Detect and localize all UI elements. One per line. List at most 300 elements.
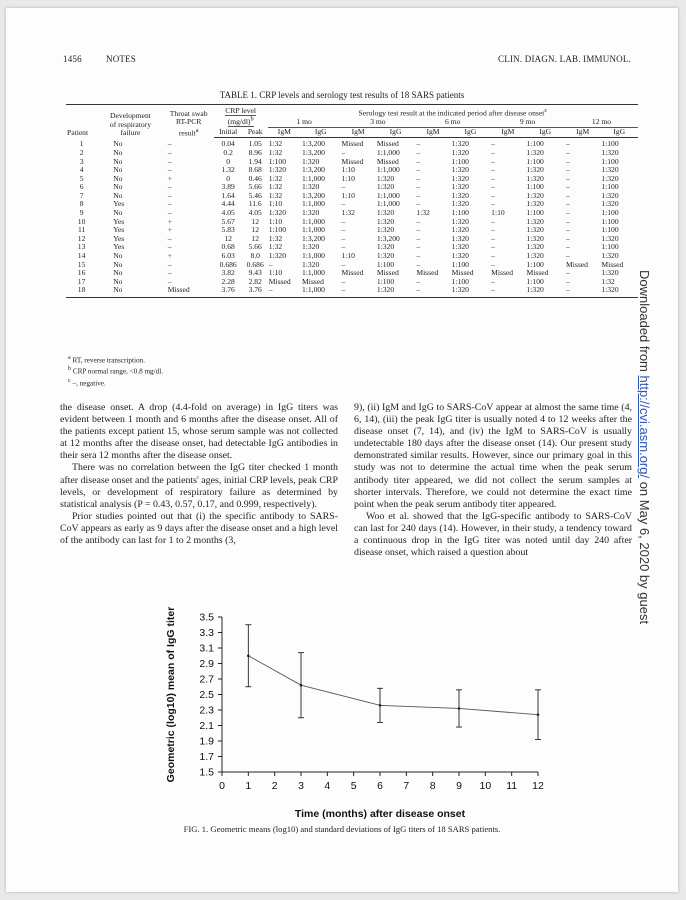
- table-cell: 1:320: [451, 148, 469, 157]
- table-cell: 1:320: [376, 209, 395, 218]
- table-cell: 1:10: [341, 166, 355, 175]
- table-cell: –: [491, 174, 495, 183]
- igm-header: IgM: [268, 127, 301, 138]
- y-tick-label: 2.9: [199, 658, 214, 670]
- table-cell: 1:100: [451, 260, 469, 269]
- table-cell: 15: [77, 260, 86, 269]
- table-cell: 1:320: [451, 191, 469, 200]
- table-cell: 1:100: [526, 209, 544, 218]
- table-cell: 16: [77, 269, 86, 278]
- table-cell: 1:320: [601, 234, 619, 243]
- igg-titer-chart: [136, 602, 556, 828]
- table-cell: –: [566, 139, 570, 149]
- igg-header: IgG: [600, 127, 638, 138]
- table-cell: 3: [79, 157, 84, 166]
- table-cell: 1:1,000: [301, 252, 325, 261]
- table-cell: –: [416, 139, 421, 149]
- table-cell: –: [566, 157, 570, 166]
- table-cell: 1:320: [451, 252, 469, 261]
- table-cell: 0: [226, 157, 231, 166]
- period-header-12mo: 12 mo: [565, 118, 638, 127]
- table-cell: 1.94: [248, 157, 262, 166]
- table-cell: 0.686: [246, 260, 264, 269]
- paragraph: Prior studies pointed out that (i) the specific antibody to SARS-CoV appears as early as 9 days after the disease onset and a high level of the antibody can last for 1 to 2 months (3,: [60, 510, 338, 547]
- table-cell: 12: [251, 234, 260, 243]
- table-row: [66, 200, 638, 209]
- table-cell: –: [566, 226, 570, 235]
- table-cell: 1:320: [451, 243, 469, 252]
- table-cell: –: [565, 286, 600, 297]
- table-cell: 1:3,200: [301, 139, 325, 149]
- table-row: [66, 243, 638, 252]
- table-cell: –: [341, 200, 346, 209]
- table-cell: 1:100: [601, 183, 619, 192]
- table-cell: 1:32: [268, 243, 283, 252]
- y-axis-label: Geometric (log10) mean of IgG titer: [165, 606, 177, 783]
- table-cell: Missed: [164, 286, 214, 297]
- table-cell: 1:320: [376, 286, 416, 297]
- table-cell: –: [167, 243, 172, 252]
- table-cell: 1:3,200: [301, 234, 325, 243]
- table-cell: 1:32: [268, 191, 283, 200]
- paragraph: the disease onset. A drop (4.4-fold on average) in IgG titers was evident between 1 month and 6 months after the disease onset. All of the patients except patient 15, whose serum sample was not collected at 12 months after the disease onset, had detectable IgG antibodies in their sera 12 months after the disease onset.: [60, 402, 338, 462]
- table-cell: –: [341, 234, 346, 243]
- table-cell: –: [167, 234, 172, 243]
- respiratory-failure-header: Development of respiratory failure: [97, 105, 164, 138]
- table-cell: Yes: [113, 226, 125, 235]
- source-link[interactable]: http://cvi.asm.org/: [637, 375, 652, 479]
- table-cell: 3.76: [214, 286, 243, 297]
- table-cell: –: [341, 260, 346, 269]
- table-cell: 17: [77, 277, 86, 286]
- table-cell: +: [167, 226, 173, 235]
- igg-header: IgG: [451, 127, 491, 138]
- table-row: [66, 158, 638, 167]
- y-tick-label: 3.3: [199, 627, 214, 639]
- table-cell: 1:100: [376, 277, 395, 286]
- table-cell: –: [341, 183, 346, 192]
- section-label: NOTES: [106, 54, 136, 64]
- body-right-column: [354, 402, 632, 559]
- table-row: [66, 235, 638, 244]
- figure-caption: FIG. 1. Geometric means (log10) and standard deviations of IgG titers of 18 SARS patients.: [183, 824, 501, 834]
- table-cell: –: [416, 234, 421, 243]
- table-cell: 1:320: [451, 234, 469, 243]
- table-cell: 0.46: [248, 174, 262, 183]
- igm-header: IgM: [490, 127, 525, 138]
- table-cell: 1:320: [526, 166, 544, 175]
- table-cell: –: [566, 243, 570, 252]
- table-cell: 6.03: [221, 252, 235, 261]
- table-cell: No: [113, 252, 123, 261]
- table-cell: –: [566, 277, 570, 286]
- table-cell: –: [416, 200, 421, 209]
- table-cell: 0.68: [221, 243, 235, 252]
- table-cell: 1.64: [221, 191, 235, 200]
- period-header-3mo: 3 mo: [340, 118, 415, 127]
- igg-header: IgG: [301, 127, 341, 138]
- table-cell: Missed: [341, 139, 364, 149]
- table-cell: –: [167, 277, 172, 286]
- table-cell: –: [341, 243, 346, 252]
- table-cell: –: [566, 191, 570, 200]
- table-cell: 4: [79, 166, 84, 175]
- table-cell: Yes: [113, 234, 125, 243]
- data-point: [458, 707, 461, 710]
- table-cell: 1:320: [526, 148, 544, 157]
- table-row: [66, 138, 638, 149]
- table-cell: 1:100: [601, 157, 619, 166]
- table-cell: 1:100: [526, 277, 544, 286]
- x-tick-label: 11: [506, 780, 518, 792]
- page-number: 1456: [63, 54, 82, 64]
- table-cell: Missed: [601, 260, 624, 269]
- table-cell: –: [416, 157, 421, 166]
- x-tick-label: 7: [403, 780, 410, 792]
- table-cell: 1:32: [268, 234, 283, 243]
- table-cell: 1:100: [601, 243, 619, 252]
- table-cell: –: [340, 286, 375, 297]
- table-cell: –: [491, 277, 495, 286]
- table-cell: 1:320: [600, 286, 638, 297]
- table-cell: No: [113, 191, 123, 200]
- table-cell: 1:32: [601, 277, 615, 286]
- table-cell: 1:10: [268, 269, 283, 278]
- y-tick-label: 2.5: [199, 689, 214, 701]
- table-cell: Missed: [341, 157, 364, 166]
- x-tick-label: 3: [298, 780, 304, 792]
- y-tick-label: 1.9: [199, 735, 214, 748]
- table-cell: 1:320: [601, 191, 619, 200]
- table-cell: 1:32: [416, 209, 430, 218]
- table-cell: –: [416, 174, 421, 183]
- table-cell: 1:320: [601, 252, 619, 261]
- table-cell: –: [566, 200, 570, 209]
- table-cell: –: [491, 157, 495, 166]
- y-tick-label: 2.1: [199, 720, 214, 732]
- table-cell: 1:320: [451, 174, 469, 183]
- table-cell: 1:320: [601, 174, 619, 183]
- paragraph: There was no correlation between the IgG titer checked 1 month after disease onset and the patients' ages, initial CRP levels, peak CRP levels, or development of respiratory failure as determined by statistical analysis (P = 0.43, 0.57, 0.17, and 0.999, respectively).: [60, 462, 338, 510]
- table-cell: Missed: [416, 269, 439, 278]
- table-caption: TABLE 1. CRP levels and serology test results of 18 SARS patients: [219, 90, 465, 100]
- table-cell: –: [491, 234, 495, 243]
- table-cell: 12: [77, 234, 86, 243]
- table-cell: 1:320: [526, 243, 544, 252]
- table-cell: +: [167, 252, 173, 261]
- table-cell: –: [491, 183, 495, 192]
- table-cell: 1.32: [221, 166, 235, 175]
- y-tick-label: 3.1: [199, 642, 214, 655]
- x-tick-label: 2: [271, 780, 278, 792]
- table-cell: –: [416, 166, 421, 175]
- table-cell: Missed: [491, 269, 514, 278]
- table-cell: –: [167, 191, 172, 200]
- table-cell: 0.686: [219, 260, 237, 269]
- table-cell: –: [167, 209, 172, 218]
- table-cell: –: [167, 183, 172, 192]
- table-cell: 1.05: [248, 139, 262, 149]
- table-row: [66, 218, 638, 227]
- table-cell: 1:320: [268, 252, 287, 261]
- body-left-column: [60, 402, 338, 547]
- table-cell: 1:100: [268, 157, 287, 166]
- data-point: [300, 684, 303, 687]
- table-cell: 0.04: [221, 139, 235, 149]
- table-cell: 1:100: [451, 209, 469, 218]
- y-tick-label: 1.7: [199, 751, 214, 763]
- igm-header: IgM: [415, 127, 450, 138]
- table-cell: 1:10: [268, 200, 283, 209]
- table-cell: 1:320: [526, 217, 544, 226]
- table-cell: –: [416, 148, 421, 157]
- table-cell: –: [566, 234, 570, 243]
- table-cell: 1:320: [451, 286, 491, 297]
- table-cell: Missed: [376, 139, 399, 149]
- table-cell: 1:32: [268, 148, 283, 157]
- table-row: [66, 226, 638, 235]
- table-cell: 13: [77, 243, 86, 252]
- igg-header: IgG: [526, 127, 566, 138]
- data-point: [379, 704, 382, 707]
- table-cell: 1:320: [376, 174, 395, 183]
- table-cell: 5.67: [221, 217, 235, 226]
- table-cell: –: [566, 183, 570, 192]
- table-cell: 1:1,000: [301, 217, 325, 226]
- table-cell: 1:100: [526, 157, 544, 166]
- table-cell: 1:320: [526, 286, 566, 297]
- x-tick-label: 12: [532, 780, 544, 792]
- table-cell: –: [566, 269, 570, 278]
- table-cell: 1:1,000: [376, 166, 400, 175]
- table-cell: 1:320: [301, 157, 320, 166]
- table-cell: Missed: [301, 277, 324, 286]
- period-header-9mo: 9 mo: [490, 118, 565, 127]
- table-row: [66, 192, 638, 201]
- period-header-1mo: 1 mo: [268, 118, 341, 127]
- x-tick-label: 0: [219, 780, 225, 792]
- table-cell: 1:320: [526, 200, 544, 209]
- table-cell: 1:1,000: [376, 191, 400, 200]
- table-cell: –: [167, 166, 172, 175]
- table-cell: –: [566, 209, 570, 218]
- table-row: [66, 149, 638, 158]
- x-tick-label: 10: [479, 780, 492, 792]
- table-cell: 1:320: [376, 243, 395, 252]
- series-line: [248, 656, 538, 715]
- table-cell: 1:320: [268, 209, 287, 218]
- table-cell: 1:320: [526, 252, 544, 261]
- download-notice: Downloaded from http://cvi.asm.org/ on May 6, 2020 by guest: [637, 270, 652, 625]
- table-cell: Missed: [451, 269, 474, 278]
- table-cell: 1:320: [301, 243, 320, 252]
- crp-peak-header: Peak: [243, 127, 268, 138]
- table-row: [66, 175, 638, 184]
- table-cell: Missed: [566, 260, 588, 269]
- table-cell: 9: [79, 209, 84, 218]
- table-row: [66, 183, 638, 192]
- table-cell: –: [268, 286, 301, 297]
- paragraph: Woo et al. showed that the IgG-specific antibody to SARS-CoV can last for 240 days (14). However, in their study, a tendency toward a continuous drop in the IgG titer was noted until day 240 after disease onset, which raised a question about: [354, 510, 632, 559]
- crp-serology-table: [66, 104, 638, 298]
- x-tick-label: 8: [429, 780, 436, 792]
- table-cell: 1:100: [376, 260, 395, 269]
- table-cell: –: [491, 200, 495, 209]
- x-tick-label: 6: [377, 780, 383, 792]
- table-cell: Missed: [526, 269, 549, 278]
- table-cell: No: [113, 139, 123, 149]
- table-cell: 12: [251, 226, 260, 235]
- table-cell: 1:3,200: [376, 234, 400, 243]
- table-cell: No: [113, 157, 123, 166]
- table-cell: 1:320: [268, 166, 287, 175]
- table-cell: –: [491, 252, 495, 261]
- igg-header: IgG: [376, 127, 416, 138]
- table-cell: –: [416, 217, 421, 226]
- table-cell: Missed: [376, 157, 399, 166]
- table-cell: 4.05: [248, 209, 262, 218]
- table-cell: 1:320: [526, 191, 544, 200]
- table-cell: +: [167, 217, 173, 226]
- table-cell: 1:320: [451, 183, 469, 192]
- table-cell: 1:1,000: [301, 174, 325, 183]
- journal-page: [6, 8, 678, 892]
- table-cell: Missed: [376, 269, 399, 278]
- data-point: [537, 713, 540, 716]
- table-row: [66, 166, 638, 175]
- table-cell: 5.83: [221, 226, 235, 235]
- y-tick-label: 2.7: [199, 673, 214, 686]
- table-cell: 1:10: [341, 252, 355, 261]
- table-cell: 1:1,000: [301, 226, 325, 235]
- table-cell: –: [341, 226, 346, 235]
- y-tick-label: 3.5: [199, 611, 214, 624]
- table-cell: 1:1,000: [376, 200, 400, 209]
- rt-pcr-header: Throat swab RT-PCR result$^a$: [164, 105, 214, 138]
- journal-name: CLIN. DIAGN. LAB. IMMUNOL.: [498, 54, 631, 64]
- footnote: $^b$ CRP normal range, <0.8 mg/dl.: [68, 366, 164, 376]
- table-cell: 1:32: [268, 139, 283, 149]
- patient-header: Patient: [66, 105, 97, 138]
- table-cell: 1:320: [301, 260, 320, 269]
- table-cell: 0: [226, 174, 231, 183]
- table-cell: 1:320: [601, 269, 619, 278]
- table-cell: –: [416, 277, 421, 286]
- table-cell: Missed: [341, 269, 364, 278]
- table-cell: –: [268, 260, 273, 269]
- footnote: $^a$ RT, reverse transcription.: [68, 355, 145, 365]
- x-tick-label: 5: [350, 780, 357, 792]
- table-cell: 8.96: [248, 148, 262, 157]
- table-cell: No: [113, 209, 123, 218]
- table-cell: 1:10: [491, 209, 505, 218]
- table-cell: No: [113, 183, 123, 192]
- table-cell: 1:320: [301, 183, 320, 192]
- table-cell: –: [167, 200, 172, 209]
- table-cell: No: [113, 269, 123, 278]
- table-cell: 5: [79, 174, 84, 183]
- table-cell: 6: [79, 183, 84, 192]
- table-cell: 1:10: [268, 217, 283, 226]
- table-cell: 5.46: [248, 191, 262, 200]
- x-tick-label: 9: [456, 780, 462, 792]
- table-cell: 1:100: [601, 209, 619, 218]
- table-cell: 1:320: [451, 226, 469, 235]
- table-cell: –: [491, 148, 495, 157]
- footnote: $^c$ –, negative.: [68, 377, 106, 388]
- table-cell: –: [491, 260, 495, 269]
- table-cell: 8.68: [248, 166, 262, 175]
- table-cell: 1:1,000: [301, 200, 325, 209]
- table-cell: –: [566, 217, 570, 226]
- table-cell: 1:320: [376, 252, 395, 261]
- table-cell: 1:320: [376, 226, 395, 235]
- table-cell: No: [113, 174, 123, 183]
- table-cell: 1:320: [451, 166, 469, 175]
- table-cell: –: [491, 226, 495, 235]
- table-cell: –: [566, 166, 570, 175]
- table-cell: 1:100: [601, 217, 619, 226]
- table-cell: 1:3,200: [301, 166, 325, 175]
- table-cell: –: [167, 157, 172, 166]
- table-cell: –: [566, 252, 570, 261]
- table-cell: No: [113, 260, 123, 269]
- table-cell: 18: [66, 286, 97, 297]
- igm-header: IgM: [565, 127, 600, 138]
- table-cell: No: [97, 286, 164, 297]
- crp-level-header: CRP level $(mg/dl)^b$: [214, 105, 268, 128]
- table-cell: –: [566, 148, 570, 157]
- y-tick-label: 1.5: [199, 766, 214, 779]
- table-cell: 1:320: [601, 166, 619, 175]
- table-cell: 11: [77, 226, 86, 235]
- table-cell: –: [491, 191, 495, 200]
- x-tick-label: 4: [324, 780, 331, 792]
- table-cell: –: [416, 191, 421, 200]
- table-cell: 8: [79, 200, 84, 209]
- table-cell: 5.66: [248, 183, 262, 192]
- table-cell: 1:100: [601, 226, 619, 235]
- table-cell: 1:100: [526, 260, 544, 269]
- table-cell: –: [167, 139, 172, 149]
- table-cell: 1:100: [451, 277, 469, 286]
- table-cell: 12: [251, 217, 260, 226]
- table-cell: 9.43: [248, 269, 262, 278]
- table-cell: 8.0: [250, 252, 260, 261]
- table-cell: 1:32: [268, 174, 283, 183]
- table-cell: 1:1,000: [376, 148, 400, 157]
- table-cell: 1:320: [526, 226, 544, 235]
- x-axis-label: Time (months) after disease onset: [294, 808, 466, 820]
- table-cell: No: [113, 148, 123, 157]
- table-cell: +: [167, 174, 173, 183]
- table-cell: –: [416, 226, 421, 235]
- table-cell: 2.28: [221, 277, 235, 286]
- serology-header: Serology test result at the indicated period after disease onset$^c$: [268, 105, 638, 119]
- table-cell: 1:320: [601, 148, 619, 157]
- table-cell: 1:10: [341, 174, 355, 183]
- table-cell: 2.82: [248, 277, 262, 286]
- table-cell: 0.2: [223, 148, 233, 157]
- y-tick-label: 2.3: [199, 704, 214, 717]
- table-cell: 1:32: [268, 183, 283, 192]
- crp-initial-header: Initial: [214, 127, 243, 138]
- table-cell: 1: [79, 139, 84, 149]
- table-cell: 1:320: [451, 139, 469, 149]
- table-cell: 1:320: [526, 234, 544, 243]
- table-cell: 5.66: [248, 243, 262, 252]
- table-cell: 1:3,200: [301, 191, 325, 200]
